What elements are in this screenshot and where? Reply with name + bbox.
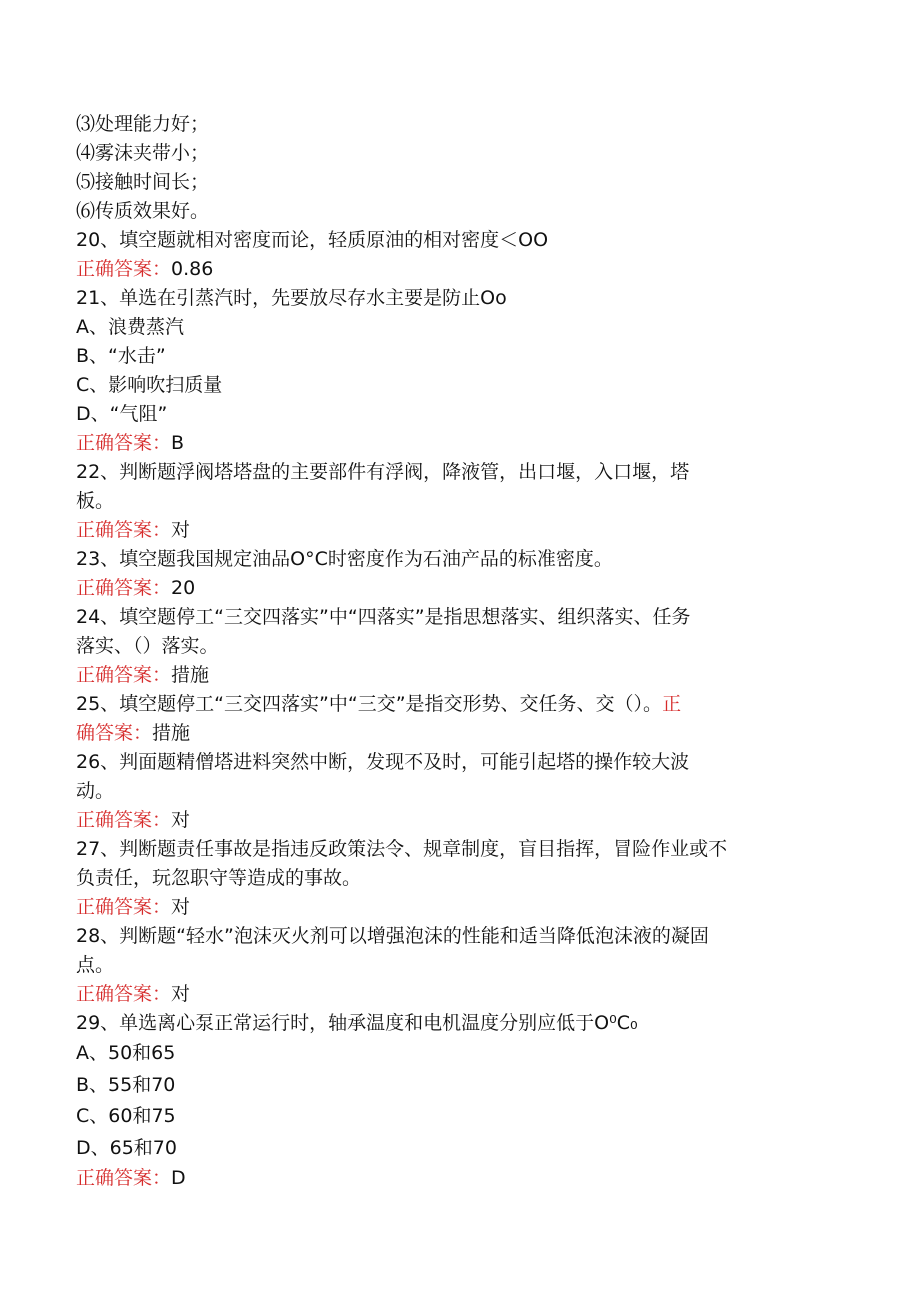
question-28-line1: 28、判断题“轻水”泡沫灭火剂可以增强泡沫的性能和适当降低泡沫液的凝固 — [76, 925, 709, 947]
question-22-line1: 22、判断题浮阀塔塔盘的主要部件有浮阀，降液管，出口堰，入口堰，塔 — [76, 461, 690, 483]
answer-label: 正确答案： — [76, 809, 172, 831]
answer-value: 20 — [171, 577, 196, 599]
answer-23 — [76, 574, 816, 603]
answer-label-part2: 确答案： — [76, 722, 153, 744]
option-c: C、60和75 — [76, 1105, 176, 1127]
answer-value: 对 — [171, 519, 191, 541]
answer-label: 正确答案： — [76, 896, 172, 918]
question-25-text: 25、填空题停工“三交四落实”中“三交”是指交形势、交任务、交（）。 — [76, 693, 663, 715]
answer-29 — [76, 1164, 816, 1193]
answer-label: 正确答案： — [76, 577, 172, 599]
question-22-line2: 板。 — [76, 490, 115, 512]
answer-label: 正确答案： — [76, 1167, 172, 1189]
list-item: ⑷雾沫夹带小； — [76, 142, 210, 164]
question-27-line2: 负责任，玩忽职守等造成的事故。 — [76, 867, 362, 889]
answer-value: B — [171, 432, 185, 454]
question-26-line2: 动。 — [76, 780, 115, 802]
question-24-line1: 24、填空题停工“三交四落实”中“四落实”是指思想落实、组织落实、任务 — [76, 606, 691, 628]
question-28-line2: 点。 — [76, 954, 115, 976]
answer-value: 0.86 — [171, 258, 214, 280]
option-a: A、浪费蒸汽 — [76, 316, 184, 338]
answer-value: 对 — [171, 983, 191, 1005]
list-item: ⑸接触时间长； — [76, 171, 210, 193]
answer-label-part1: 正 — [662, 693, 682, 715]
answer-label: 正确答案： — [76, 519, 172, 541]
option-a: A、50和65 — [76, 1042, 176, 1064]
answer-label: 正确答案： — [76, 664, 172, 686]
answer-28 — [76, 980, 816, 1009]
option-d: D、65和70 — [76, 1136, 177, 1159]
answer-22 — [76, 516, 816, 545]
answer-value: 措施 — [152, 722, 191, 744]
option-b: B、“水击” — [76, 345, 166, 367]
question-23: 23、填空题我国规定油品O°C时密度作为石油产品的标准密度。 — [76, 548, 613, 570]
answer-value: D — [171, 1167, 186, 1189]
option-d: D、“气阻” — [76, 403, 168, 425]
question-26-line1: 26、判面题精僧塔进料突然中断，发现不及时，可能引起塔的操作较大波 — [76, 751, 690, 773]
answer-21 — [76, 429, 816, 458]
answer-value: 对 — [171, 896, 191, 918]
list-item: ⑹传质效果好。 — [76, 200, 210, 222]
question-20: 20、填空题就相对密度而论，轻质原油的相对密度＜OO — [76, 229, 549, 251]
answer-26 — [76, 806, 816, 835]
answer-value: 措施 — [171, 664, 210, 686]
option-b: B、55和70 — [76, 1073, 176, 1096]
question-29: 29、单选离心泵正常运行时，轴承温度和电机温度分别应低于O⁰C₀ — [76, 1012, 638, 1034]
answer-value: 对 — [171, 809, 191, 831]
answer-24 — [76, 661, 816, 690]
answer-27 — [76, 893, 816, 922]
answer-label: 正确答案： — [76, 432, 172, 454]
document-content — [76, 110, 816, 1193]
answer-label: 正确答案： — [76, 258, 172, 280]
answer-label: 正确答案： — [76, 983, 172, 1005]
question-27-line1: 27、判断题责任事故是指违反政策法令、规章制度，盲目指挥，冒险作业或不 — [76, 838, 728, 860]
option-c: C、影响吹扫质量 — [76, 374, 223, 396]
question-24-line2: 落实、（）落实。 — [76, 635, 219, 657]
question-21: 21、单选在引蒸汽时，先要放尽存水主要是防止Oo — [76, 287, 507, 309]
answer-20 — [76, 255, 816, 284]
answer-25 — [76, 719, 816, 748]
question-25-line1 — [76, 690, 816, 719]
list-item: ⑶处理能力好； — [76, 113, 210, 135]
